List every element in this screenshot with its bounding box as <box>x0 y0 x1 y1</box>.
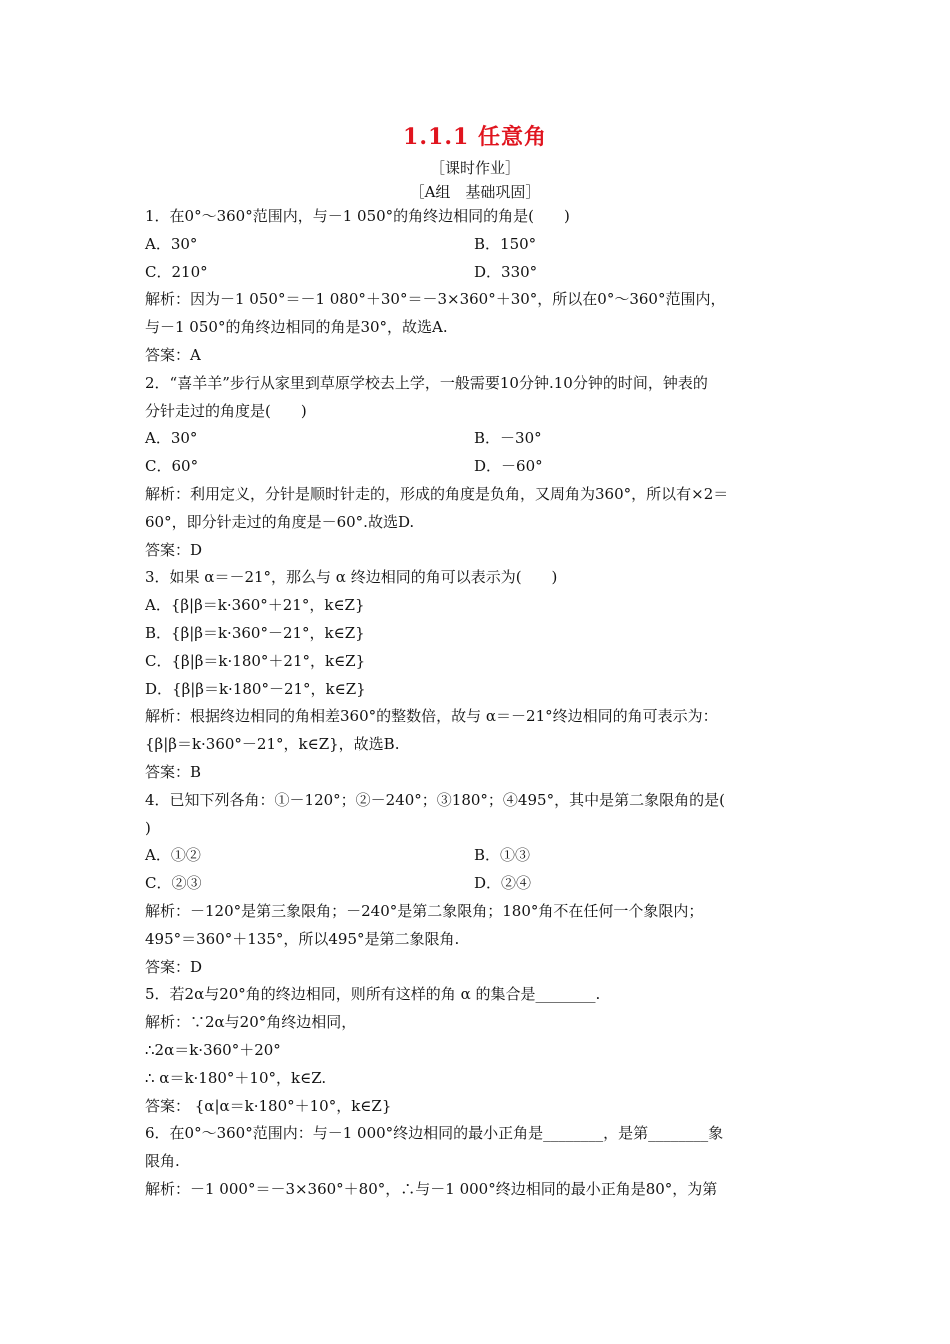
option: D．330° <box>474 262 538 281</box>
answer-text: 答案：D <box>145 957 203 976</box>
option-row <box>145 453 825 481</box>
option-row <box>145 592 825 620</box>
option: A．30° <box>145 234 198 253</box>
analysis-text: {β|β＝k·360°－21°，k∈Z}，故选B. <box>145 735 400 754</box>
option-row <box>145 870 825 898</box>
option: D．②④ <box>474 874 532 893</box>
analysis-text: 解析：利用定义，分针是顺时针走的，形成的角度是负角，又周角为360°，所以有×2＝ <box>145 484 729 503</box>
analysis-text: 495°＝360°＋135°，所以495°是第二象限角. <box>145 929 460 948</box>
option: B．150° <box>474 234 537 253</box>
option: D．－60° <box>474 457 543 476</box>
question-stem: 6．在0°～360°范围内：与－1 000°终边相同的最小正角是________，是第________象 <box>145 1124 724 1143</box>
option: C．60° <box>145 457 199 476</box>
analysis-text: 与－1 050°的角终边相同的角是30°，故选A. <box>145 318 448 337</box>
analysis-text: ∴ α＝k·180°＋10°，k∈Z. <box>145 1068 327 1087</box>
option-row <box>145 231 825 259</box>
option: B．{β|β＝k·360°－21°，k∈Z} <box>145 623 365 642</box>
analysis-text: ∴2α＝k·360°＋20° <box>145 1040 281 1059</box>
question-stem: 1．在0°～360°范围内，与－1 050°的角终边相同的角是( ) <box>145 207 570 225</box>
option: B．－30° <box>474 429 542 448</box>
question-list <box>145 203 825 1204</box>
question-block <box>145 564 825 786</box>
option-row <box>145 676 825 704</box>
question-stem: 限角. <box>145 1152 180 1171</box>
option-row <box>145 425 825 453</box>
option-row <box>145 648 825 676</box>
answer-text: 答案：A <box>145 345 201 364</box>
question-block <box>145 203 825 370</box>
homework-label: ［课时作业］ <box>429 159 520 177</box>
question-stem: 4．已知下列各角：①－120°；②－240°；③180°；④495°，其中是第二象限角的是( <box>145 790 725 809</box>
option-row <box>145 259 825 287</box>
answer-text: 答案： {α|α＝k·180°＋10°，k∈Z} <box>145 1096 392 1115</box>
question-stem: ) <box>145 818 151 837</box>
option: D．{β|β＝k·180°－21°，k∈Z} <box>145 679 366 698</box>
option: C．210° <box>145 262 208 281</box>
question-block <box>145 981 825 1120</box>
answer-text: 答案：D <box>145 540 203 559</box>
question-block <box>145 787 825 982</box>
option: C．②③ <box>145 874 202 893</box>
analysis-text: 解析：－1 000°＝－3×360°＋80°，∴与－1 000°终边相同的最小正角是80°，为第 <box>145 1179 718 1198</box>
option: A．30° <box>145 429 198 448</box>
option: A．①② <box>145 846 201 865</box>
page-title: 1.1.1 任意角 <box>403 124 547 150</box>
answer-text: 答案：B <box>145 762 202 781</box>
section-label: ［A组 基础巩固］ <box>409 183 541 201</box>
analysis-text: 解析：因为－1 050°＝－1 080°＋30°＝－3×360°＋30°，所以在0°～360°范围内， <box>145 290 726 309</box>
question-block <box>145 370 825 565</box>
option-row <box>145 620 825 648</box>
option: C．{β|β＝k·180°＋21°，k∈Z} <box>145 651 366 670</box>
option: B．①③ <box>474 846 531 865</box>
option-row <box>145 842 825 870</box>
question-stem: 分针走过的角度是( ) <box>145 401 307 420</box>
question-stem: 5．若2α与20°角的终边相同，则所有这样的角 α 的集合是________. <box>145 985 601 1004</box>
question-block <box>145 1120 825 1203</box>
analysis-text: 60°，即分针走过的角度是－60°.故选D. <box>145 512 415 531</box>
analysis-text: 解析：－120°是第三象限角；－240°是第二象限角；180°角不在任何一个象限内； <box>145 901 704 920</box>
analysis-text: 解析：根据终边相同的角相差360°的整数倍，故与 α＝－21°终边相同的角可表示为： <box>145 707 718 726</box>
analysis-text: 解析：∵2α与20°角终边相同， <box>145 1013 357 1032</box>
option: A．{β|β＝k·360°＋21°，k∈Z} <box>145 596 365 615</box>
question-stem: 2．“喜羊羊”步行从家里到草原学校去上学，一般需要10分钟.10分钟的时间，钟表的 <box>145 373 708 392</box>
question-stem: 3．如果 α＝－21°，那么与 α 终边相同的角可以表示为( ) <box>145 568 558 587</box>
